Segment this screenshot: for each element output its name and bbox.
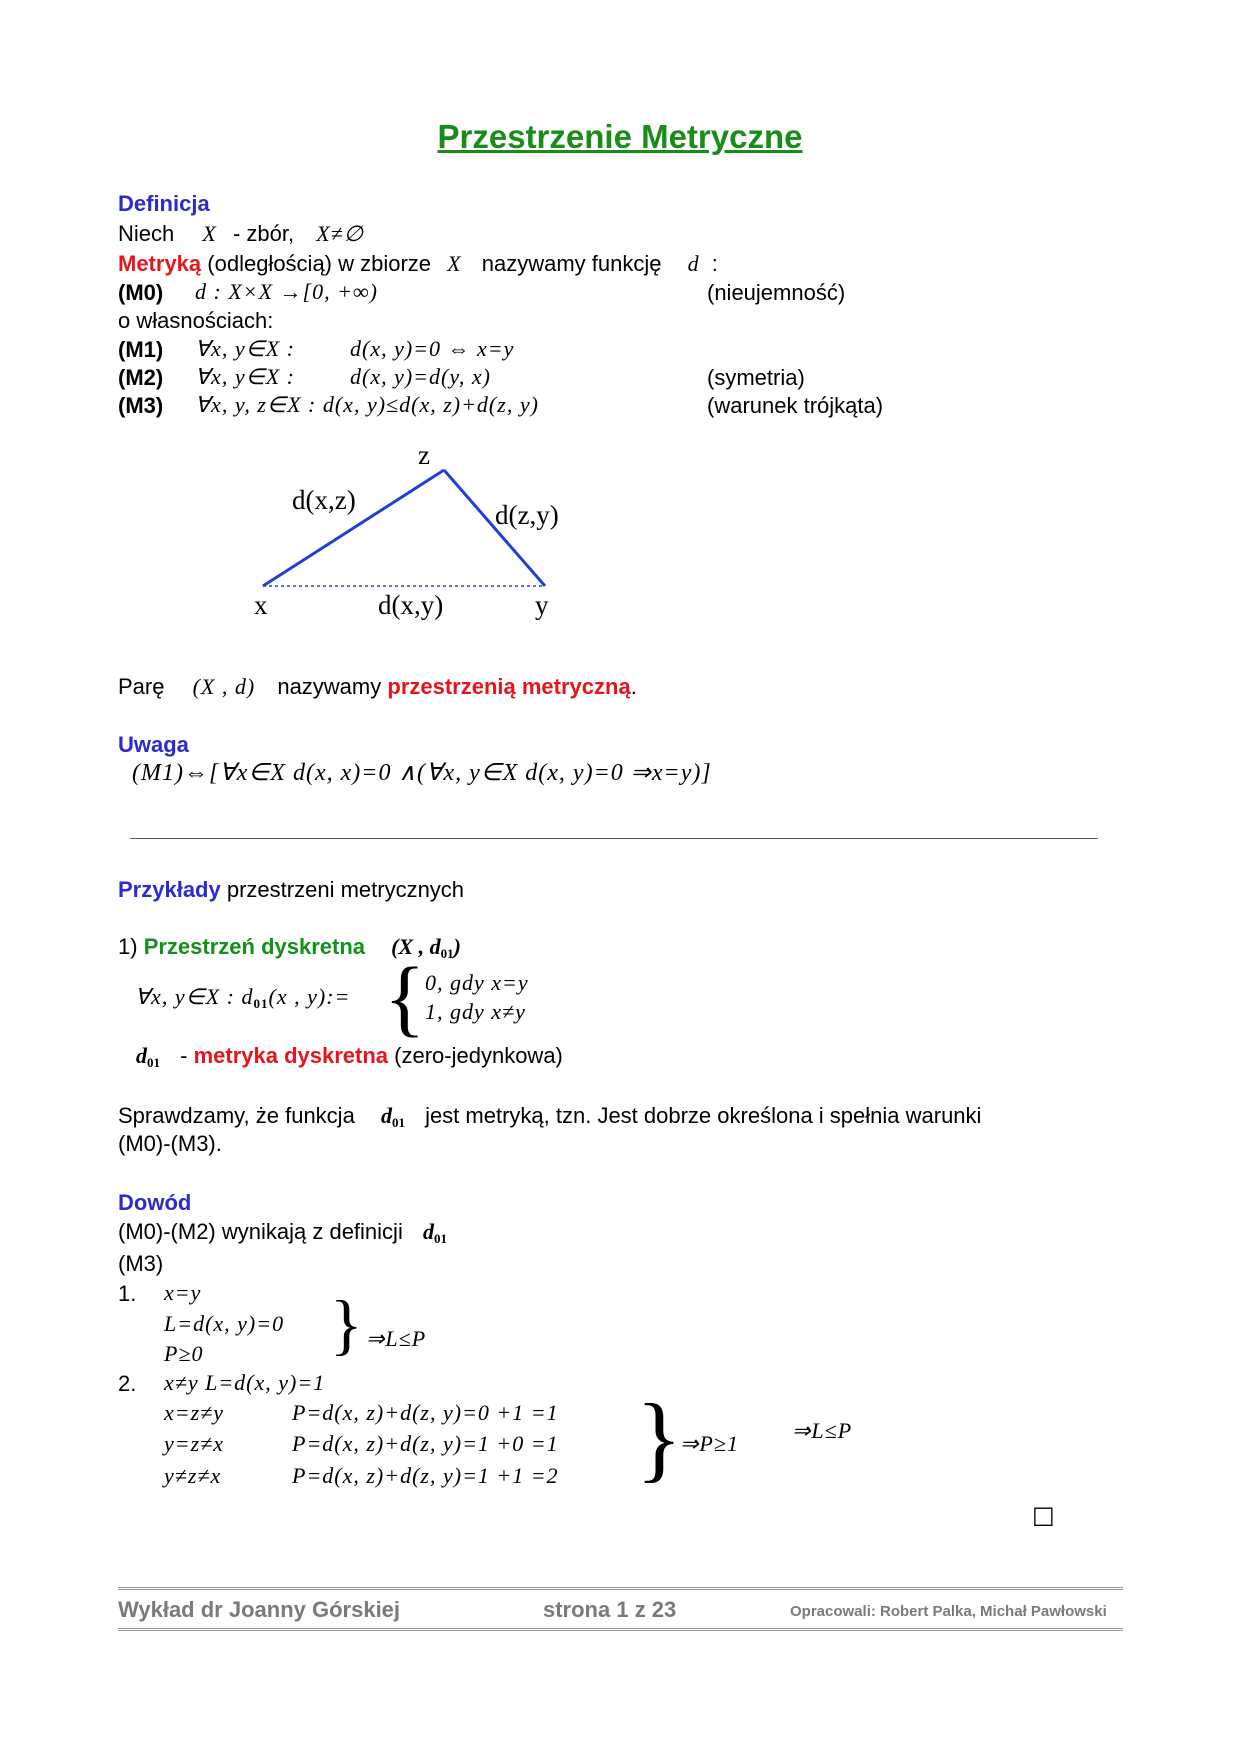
m2-note: (symetria) xyxy=(707,365,805,390)
examples-subtitle: przestrzeni metrycznych xyxy=(226,877,465,902)
case2-conclusion-2: ⇒L≤P xyxy=(792,1418,853,1443)
examples-heading xyxy=(118,876,464,904)
niech-text: Niech xyxy=(118,221,175,246)
definition-heading: Definicja xyxy=(118,191,210,216)
pair-formula: (X , d) xyxy=(192,674,256,699)
check-d01: $d_{01}$ xyxy=(380,1103,405,1130)
pair-sentence xyxy=(118,673,637,701)
m3-formula: ∀x, y, z∈X : d(x, y)≤d(x, z)+d(z, y) xyxy=(195,392,539,417)
qed-symbol: □ xyxy=(1032,1501,1055,1529)
m2-quantifier: ∀x, y∈X : xyxy=(195,364,296,389)
m0-formula: d : X×X →[0, +∞) xyxy=(195,279,378,304)
example1-number: 1) xyxy=(118,934,138,959)
check-line1 xyxy=(118,1102,981,1137)
m3-note: (warunek trójkąta) xyxy=(707,393,884,418)
case-equal: 0, gdy x=y xyxy=(425,970,529,995)
footer-left: Wykład dr Joanny Górskiej xyxy=(118,1597,401,1622)
proof-line1 xyxy=(118,1218,447,1253)
case2-number: 2. xyxy=(118,1371,137,1396)
set-x-2: X xyxy=(447,251,462,276)
d01-description xyxy=(136,1042,563,1077)
case1-brace: } xyxy=(330,1286,363,1362)
proof-line1-text: (M0)-(M2) wynikają z definicji xyxy=(118,1219,403,1244)
check-text-2: jest metryką, tzn. Jest dobrze określona i spełnia warunki xyxy=(425,1103,982,1128)
row2-condition: y=z≠x xyxy=(164,1431,225,1456)
row1-equation: P=d(x, z)+d(z, y)=0 +1 =1 xyxy=(292,1400,559,1425)
case1-right: P≥0 xyxy=(164,1341,204,1366)
nonempty-condition: X≠∅ xyxy=(316,221,364,246)
remark-heading: Uwaga xyxy=(118,732,189,757)
vertex-z-label: z xyxy=(418,440,430,470)
page-title: Przestrzenie Metryczne xyxy=(437,118,803,155)
cases-brace: { xyxy=(384,949,426,1045)
distance-xz-label: d(x,z) xyxy=(292,485,356,515)
d01-note: (zero-jedynkowa) xyxy=(394,1043,563,1068)
metric-space-term: przestrzenią metryczną xyxy=(387,674,631,699)
d01-symbol: $d_{01}$ xyxy=(136,1043,160,1070)
proof-d01: $d_{01}$ xyxy=(422,1219,447,1246)
discrete-metric-term: metryka dyskretna xyxy=(193,1043,389,1068)
zbior-text: - zbór, xyxy=(232,221,295,246)
case2-conclusion-1: ⇒P≥1 xyxy=(680,1431,739,1456)
row3-condition: y≠z≠x xyxy=(164,1463,222,1488)
m2-label: (M2) xyxy=(118,365,164,390)
case1-conclusion: ⇒L≤P xyxy=(366,1326,427,1351)
case1-number: 1. xyxy=(118,1281,137,1306)
vertex-y-label: y xyxy=(535,590,549,620)
footer-page-number: strona 1 z 23 xyxy=(543,1597,677,1622)
row3-equation: P=d(x, z)+d(z, y)=1 +1 =2 xyxy=(292,1463,559,1488)
pair-text: Parę xyxy=(118,674,165,699)
case1-condition: x=y xyxy=(164,1280,202,1305)
separator xyxy=(130,838,1098,839)
proof-line2: (M3) xyxy=(118,1251,164,1276)
m2-formula: d(x, y)=d(y, x) xyxy=(350,364,491,389)
function-text: nazywamy funkcję xyxy=(481,251,662,276)
d01-dash: - xyxy=(180,1043,188,1068)
examples-title: Przykłady xyxy=(118,877,221,902)
case-not-equal: 1, gdy x≠y xyxy=(425,999,526,1024)
colon: : xyxy=(711,251,718,276)
set-x: X xyxy=(202,221,217,246)
m0-label: (M0) xyxy=(118,280,164,305)
discrete-pair: (X , $d_{01}$) xyxy=(391,934,461,961)
row1-condition: x=z≠y xyxy=(164,1400,225,1425)
case2-brace: } xyxy=(636,1384,683,1491)
remark-formula: (M1)⇔[∀x∈X d(x, x)=0 ∧(∀x, y∈X d(x, y)=0 ⇒x=y)] xyxy=(132,760,712,786)
pair-text-2: nazywamy xyxy=(277,674,382,699)
row2-equation: P=d(x, z)+d(z, y)=1 +0 =1 xyxy=(292,1431,559,1456)
metric-desc: (odległością) w zbiorze xyxy=(207,251,432,276)
triangle-diagram xyxy=(0,0,1240,700)
m0-note: (nieujemność) xyxy=(707,280,846,305)
m3-label: (M3) xyxy=(118,393,164,418)
footer-bottom-rule xyxy=(118,1628,1123,1634)
case1-left: L=d(x, y)=0 xyxy=(164,1311,285,1336)
footer-top-rule xyxy=(118,1587,1123,1593)
footer-authors: Opracowali: Robert Palka, Michał Pawłowski xyxy=(790,1603,1107,1620)
m1-formula: d(x, y)=0 ⇔ x=y xyxy=(350,336,515,361)
proof-heading: Dowód xyxy=(118,1190,192,1215)
discrete-metric-lhs: ∀x, y∈X : $d_{01}(x$ , y):= xyxy=(135,984,351,1011)
metric-term: Metryką xyxy=(118,251,202,276)
case2-header: x≠y L=d(x, y)=1 xyxy=(164,1370,326,1395)
vertex-x-label: x xyxy=(254,590,268,620)
distance-zy-label: d(z,y) xyxy=(495,500,559,530)
check-line2: (M0)-(M3). xyxy=(118,1131,222,1156)
discrete-space-term: Przestrzeń dyskretna xyxy=(143,934,366,959)
m1-quantifier: ∀x, y∈X : xyxy=(195,336,296,361)
function-d: d xyxy=(687,251,700,276)
distance-xy-label: d(x,y) xyxy=(378,590,444,620)
check-text: Sprawdzamy, że funkcja xyxy=(118,1103,355,1128)
properties-intro: o własnościach: xyxy=(118,308,274,333)
pair-end: . xyxy=(630,674,637,699)
m1-label: (M1) xyxy=(118,337,164,362)
